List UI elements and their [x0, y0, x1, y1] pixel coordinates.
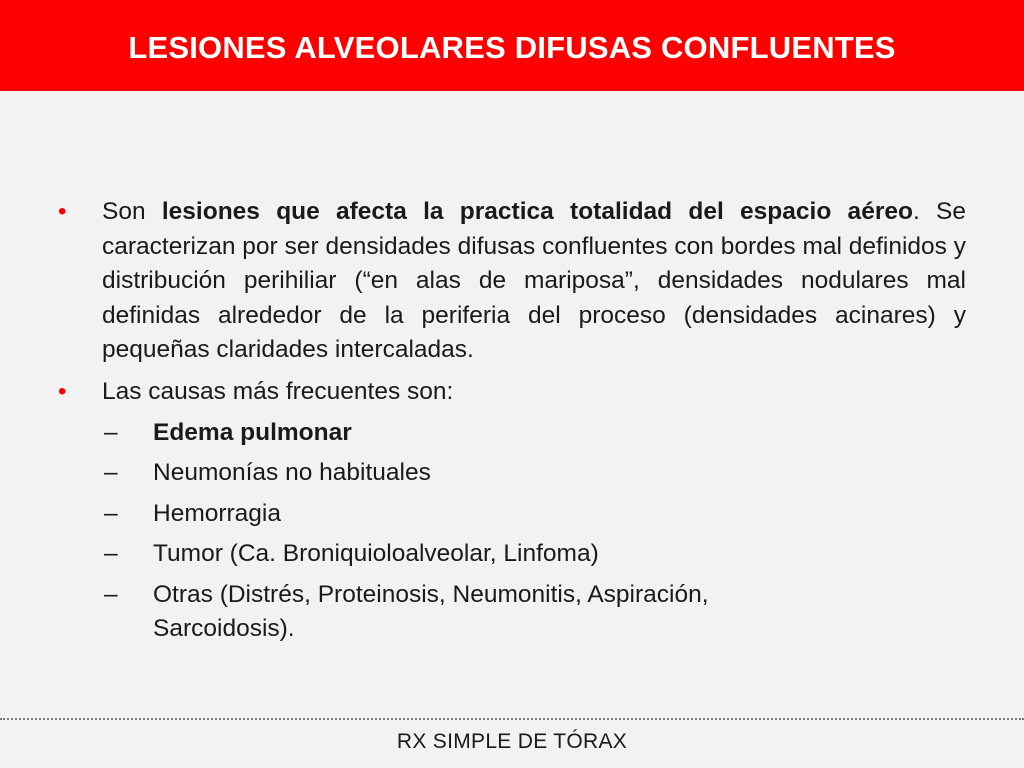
- bullet-1-bold: lesiones que afecta la practica totalidad del espacio aéreo: [161, 198, 913, 225]
- dash-marker-2: –: [104, 459, 118, 486]
- cause-item-2: Neumonías no habituales: [153, 459, 431, 486]
- footer-text: RX SIMPLE DE TÓRAX: [396, 730, 628, 753]
- cause-item-5-continuation: Sarcoidosis).: [153, 615, 295, 642]
- cause-item-5: Otras (Distrés, Proteinosis, Neumonitis, Aspiración,: [153, 581, 709, 608]
- bullet-1-text: [102, 195, 966, 368]
- bullet-2-text: Las causas más frecuentes son:: [102, 378, 454, 405]
- dash-marker-1: –: [104, 419, 118, 446]
- bullet-marker-2: •: [58, 378, 67, 405]
- cause-item-3: Hemorragia: [153, 500, 281, 527]
- cause-item-4: Tumor (Ca. Broniquioloalveolar, Linfoma): [153, 540, 599, 567]
- slide-title: LESIONES ALVEOLARES DIFUSAS CONFLUENTES: [128, 30, 896, 65]
- dash-marker-4: –: [104, 540, 118, 567]
- bullet-1-rest: . Se caracterizan por ser densidades difusas confluentes con bordes mal definidos y distribución perihiliar (“en alas de mariposa”, densidades nodulares mal definidas alrededor de la periferia del proceso (densidades acinares) y pequeñas claridades intercaladas.: [102, 198, 966, 363]
- dash-marker-5: –: [104, 581, 118, 608]
- cause-item-1: Edema pulmonar: [153, 419, 352, 446]
- dash-marker-3: –: [104, 500, 118, 527]
- bullet-marker-1: •: [58, 198, 67, 225]
- footer-divider: [0, 718, 1024, 720]
- bullet-1-lead: Son: [102, 198, 162, 225]
